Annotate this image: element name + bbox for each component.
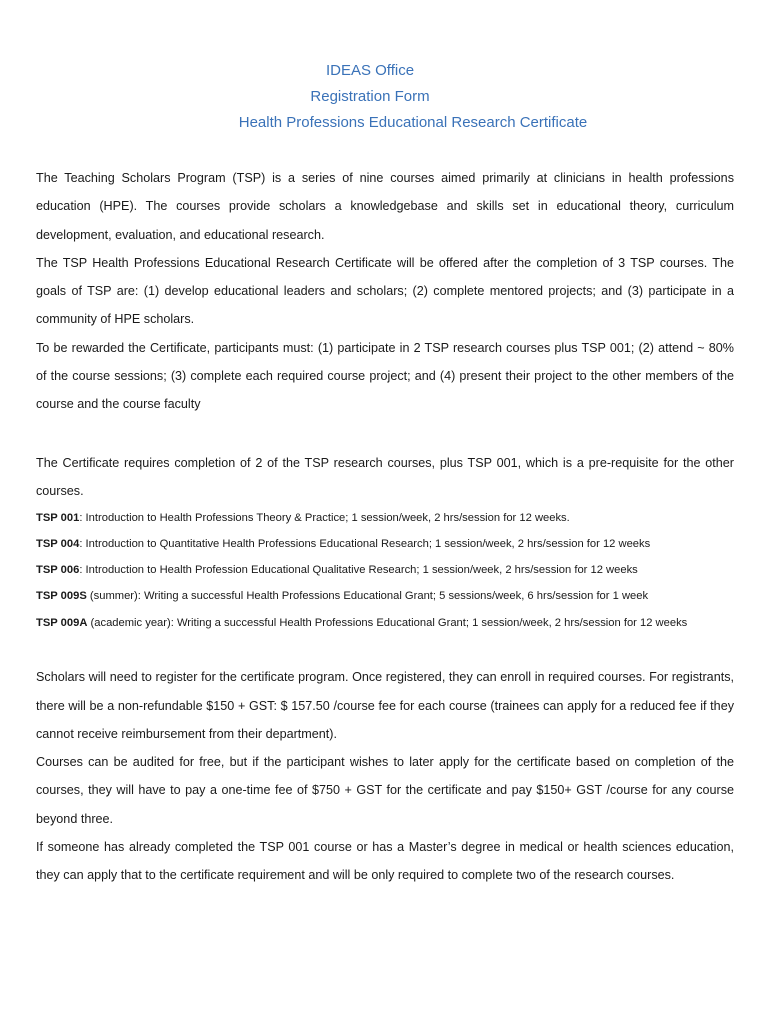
course-code: TSP 006 [36,564,80,577]
course-description: : Introduction to Health Profession Educational Qualitative Research; 1 session/week, 2 hrs/session for 12 weeks [79,564,638,577]
intro-paragraph-3: To be rewarded the Certificate, participants must: (1) participate in 2 TSP research courses plus TSP 001; (2) attend ~ 80% of the course sessions; (3) complete each required course project; and (4) present their project to the other members of the course and the course faculty [36,340,734,412]
course-list [36,505,734,637]
office-title: IDEAS Office [325,62,415,79]
course-item [36,531,734,557]
course-item [36,557,734,583]
course-description: (summer): Writing a successful Health Professions Educational Grant; 5 sessions/week, 6 hrs/session for 1 week [86,590,649,603]
registration-paragraph-3: If someone has already completed the TSP 001 course or has a Master’s degree in medical or health sciences education, they can apply that to the certificate requirement and will be only required to complete two of the research courses. [36,840,734,883]
course-item [36,609,734,637]
course-code: TSP 009S [36,590,87,603]
course-code: TSP 001 [36,512,80,525]
course-code: TSP 009A [36,617,88,630]
form-title: Registration Form [310,88,430,105]
document-page [36,58,734,890]
document-header [36,58,734,136]
requirements-paragraph: The Certificate requires completion of 2 of the TSP research courses, plus TSP 001, which is a pre-requisite for the other courses. [36,455,734,498]
course-description: : Introduction to Quantitative Health Professions Educational Research; 1 session/week, 2 hrs/session for 12 weeks [79,538,651,551]
course-description: : Introduction to Health Professions Theory & Practice; 1 session/week, 2 hrs/session for 12 weeks. [79,512,570,525]
registration-paragraph-1: Scholars will need to register for the certificate program. Once registered, they can enroll in required courses. For registrants, there will be a non-refundable $150 + GST: $ 157.50 /course fee for each course (trainees can apply for a reduced fee if they cannot receive reimbursement from their department). [36,670,734,741]
course-item [36,583,734,609]
intro-paragraph-1: The Teaching Scholars Program (TSP) is a series of nine courses aimed primarily at clinicians in health professions education (HPE). The courses provide scholars a knowledgebase and skills set in educational theory, curriculum development, evaluation, and educational research. [36,171,734,242]
registration-paragraph-2: Courses can be audited for free, but if the participant wishes to later apply for the certificate based on completion of the courses, they will have to pay a one-time fee of $750 + GST for the certificate and pay $150+ GST /course for any course beyond three. [36,755,734,826]
intro-paragraph-2: The TSP Health Professions Educational Research Certificate will be offered after the completion of 3 TSP courses. The goals of TSP are: (1) develop educational leaders and scholars; (2) complete mentored projects; and (3) participate in a community of HPE scholars. [36,255,734,327]
certificate-title: Health Professions Educational Research Certificate [238,114,588,131]
course-description: (academic year): Writing a successful Health Professions Educational Grant; 1 session/week, 2 hrs/session for 12 weeks [87,617,688,630]
course-code: TSP 004 [36,538,80,551]
course-item [36,505,734,531]
